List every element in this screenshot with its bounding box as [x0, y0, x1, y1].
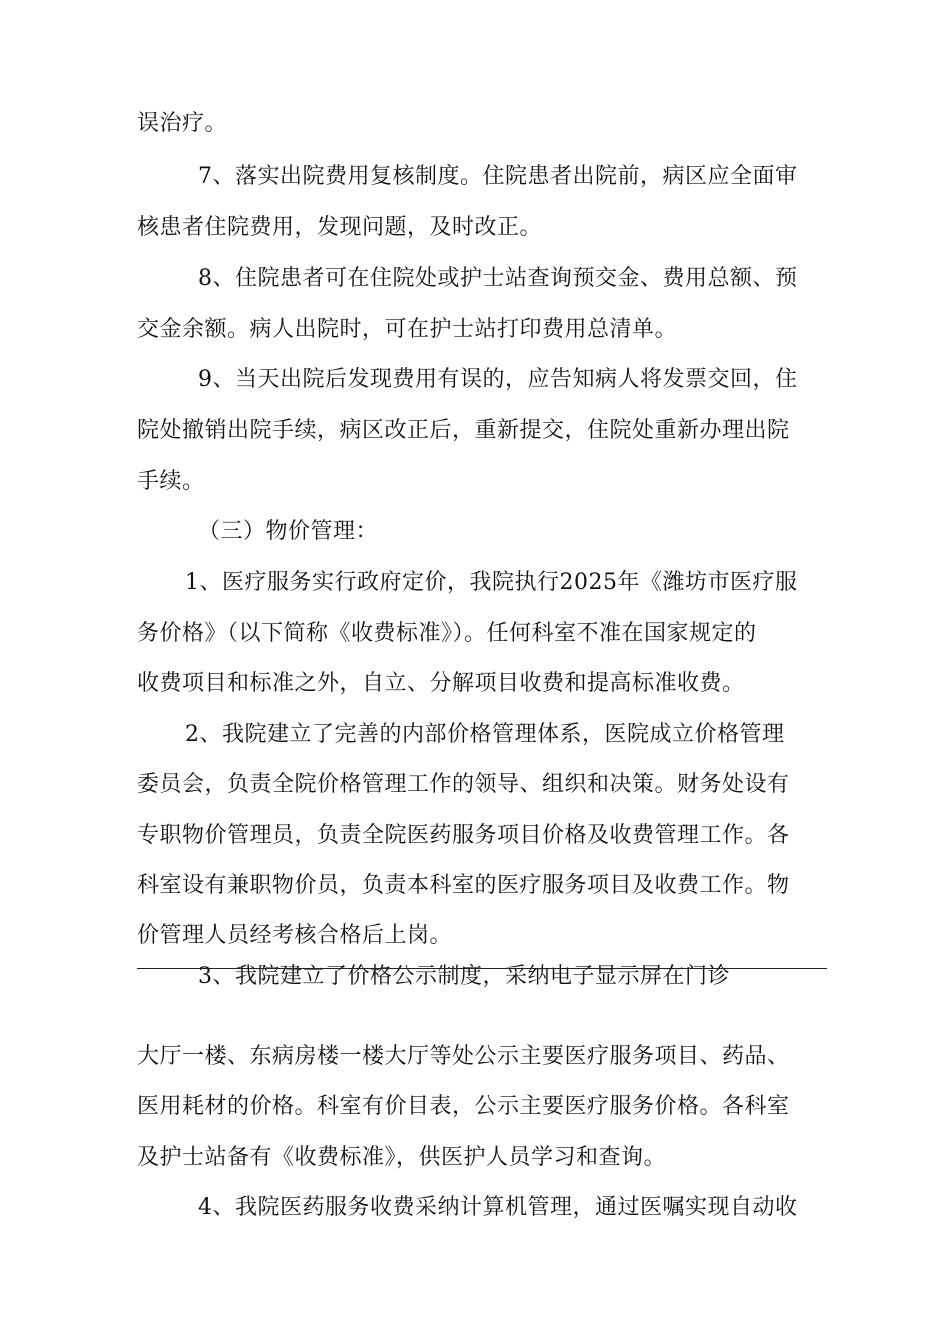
section-heading: （三）物价管理：: [198, 519, 379, 544]
paragraph-line: 委员会，负责全院价格管理工作的领导、组织和决策。财务处设有: [137, 772, 790, 797]
paragraph-line: 核患者住院费用，发现问题，及时改正。: [137, 215, 543, 240]
paragraph-line: 交金余额。病人出院时，可在护士站打印费用总清单。: [137, 317, 678, 342]
paragraph-line: 9、当天出院后发现费用有误的，应告知病人将发票交回，住: [198, 367, 798, 392]
paragraph-line: 大厅一楼、东病房楼一楼大厅等处公示主要医疗服务项目、药品、: [137, 1044, 790, 1069]
paragraph-line: 务价格》（以下简称《收费标准》）。任何科室不准在国家规定的: [137, 621, 757, 646]
paragraph-line: 价管理人员经考核合格后上岗。: [137, 923, 453, 948]
paragraph-line: 专职物价管理员，负责全院医药服务项目价格及收费管理工作。各: [137, 823, 790, 848]
paragraph-line: 手续。: [137, 469, 205, 494]
paragraph-line: 3、我院建立了价格公示制度，采纳电子显示屏在门诊: [198, 964, 730, 989]
paragraph-line: 医用耗材的价格。科室有价目表，公示主要医疗服务价格。各科室: [137, 1094, 790, 1119]
paragraph-line: 4、我院医药服务收费采纳计算机管理，通过医嘱实现自动收: [198, 1195, 798, 1220]
paragraph-line: 2、我院建立了完善的内部价格管理体系，医院成立价格管理: [185, 722, 785, 747]
paragraph-line: 收费项目和标准之外，自立、分解项目收费和提高标准收费。: [137, 671, 745, 696]
paragraph-line: 院处撤销出院手续，病区改正后，重新提交，住院处重新办理出院: [137, 418, 790, 443]
paragraph-line: 科室设有兼职物价员，负责本科室的医疗服务项目及收费工作。物: [137, 873, 790, 898]
paragraph-line: 及护士站备有《收费标准》，供医护人员学习和查询。: [137, 1145, 667, 1170]
page-break-divider: [137, 968, 827, 969]
paragraph-line: 8、住院患者可在住院处或护士站查询预交金、费用总额、预: [198, 266, 798, 291]
paragraph-line: 误治疗。: [137, 111, 228, 136]
paragraph-line: 7、落实出院费用复核制度。住院患者出院前，病区应全面审: [198, 164, 798, 189]
paragraph-line: 1、医疗服务实行政府定价，我院执行2025年《潍坊市医疗服: [185, 570, 798, 595]
